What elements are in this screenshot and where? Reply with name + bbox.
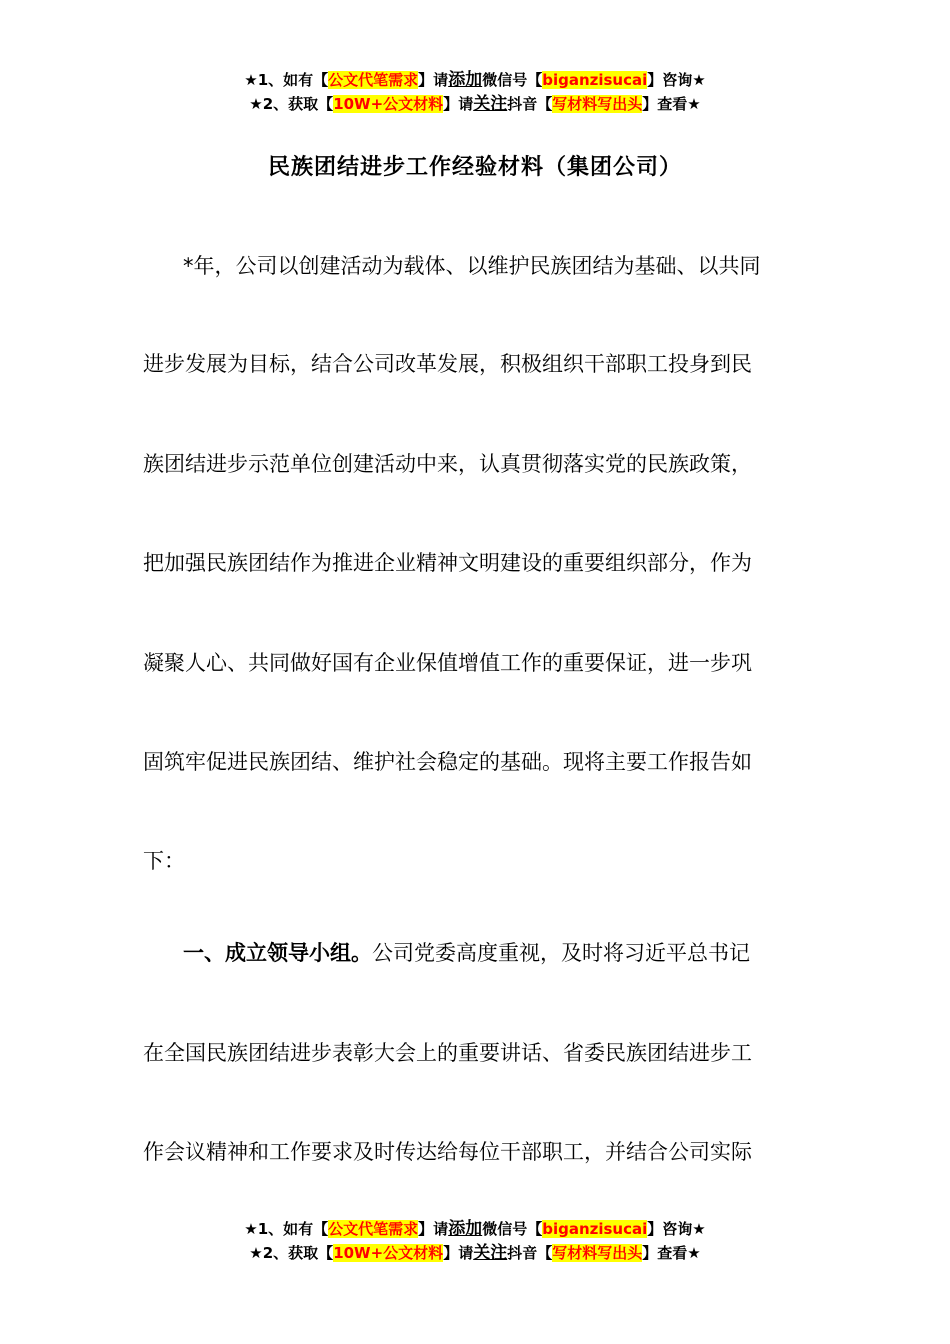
section-1-first-line (143, 938, 808, 968)
wechat-id-highlight: biganzisucai (542, 71, 648, 89)
wechat-id-highlight: biganzisucai (542, 1220, 648, 1238)
banner-highlight: 公文代笔需求 (328, 1220, 419, 1238)
banner-text: ★2、获取【 (249, 95, 334, 113)
banner-text: 】请 (418, 71, 449, 89)
section-1-heading: 一、成立领导小组。 (183, 941, 372, 965)
banner-text: 微信号【 (482, 71, 543, 89)
section-1-text: 公司党委高度重视，及时将习近平总书记 (372, 941, 750, 965)
banner-text: 】咨询★ (647, 71, 706, 89)
paragraph-line: *年，公司以创建活动为载体、以维护民族团结为基础、以共同 (183, 254, 761, 278)
paragraph-line: 族团结进步示范单位创建活动中来，认真贯彻落实党的民族政策， (143, 452, 752, 476)
top-banner (0, 68, 950, 116)
bottom-banner (0, 1217, 950, 1265)
banner-highlight: 10W+公文材料 (333, 95, 444, 113)
banner-line-2 (0, 1241, 950, 1265)
banner-text: 】查看★ (642, 1244, 701, 1262)
banner-text: 】请 (443, 95, 474, 113)
banner-text: 】请 (443, 1244, 474, 1262)
document-title: 民族团结进步工作经验材料（集团公司） (267, 155, 682, 180)
banner-emphasis: 关注 (473, 94, 508, 114)
banner-line-1 (0, 68, 950, 92)
paragraph-line: 进步发展为目标，结合公司改革发展，积极组织干部职工投身到民 (143, 352, 752, 376)
banner-text: 】查看★ (642, 95, 701, 113)
paragraph-line: 固筑牢促进民族团结、维护社会稳定的基础。现将主要工作报告如 (143, 750, 752, 774)
banner-emphasis: 关注 (473, 1243, 508, 1263)
douyin-id-highlight: 写材料写出头 (552, 95, 643, 113)
banner-text: ★1、如有【 (244, 1220, 329, 1238)
paragraph-line: 作会议精神和工作要求及时传达给每位干部职工，并结合公司实际 (143, 1140, 752, 1164)
banner-text: 抖音【 (507, 95, 553, 113)
douyin-id-highlight: 写材料写出头 (552, 1244, 643, 1262)
paragraph-line: 凝聚人心、共同做好国有企业保值增值工作的重要保证，进一步巩 (143, 651, 752, 675)
banner-text: ★1、如有【 (244, 71, 329, 89)
banner-line-2 (0, 92, 950, 116)
banner-line-1 (0, 1217, 950, 1241)
banner-text: 】请 (418, 1220, 449, 1238)
banner-text: 】咨询★ (647, 1220, 706, 1238)
banner-text: ★2、获取【 (249, 1244, 334, 1262)
banner-emphasis: 添加 (448, 70, 483, 90)
banner-highlight: 10W+公文材料 (333, 1244, 444, 1262)
banner-highlight: 公文代笔需求 (328, 71, 419, 89)
banner-text: 抖音【 (507, 1244, 553, 1262)
banner-text: 微信号【 (482, 1220, 543, 1238)
banner-emphasis: 添加 (448, 1219, 483, 1239)
paragraph-line: 下： (143, 849, 185, 873)
paragraph-line: 在全国民族团结进步表彰大会上的重要讲话、省委民族团结进步工 (143, 1041, 752, 1065)
paragraph-line: 把加强民族团结作为推进企业精神文明建设的重要组织部分，作为 (143, 551, 752, 575)
